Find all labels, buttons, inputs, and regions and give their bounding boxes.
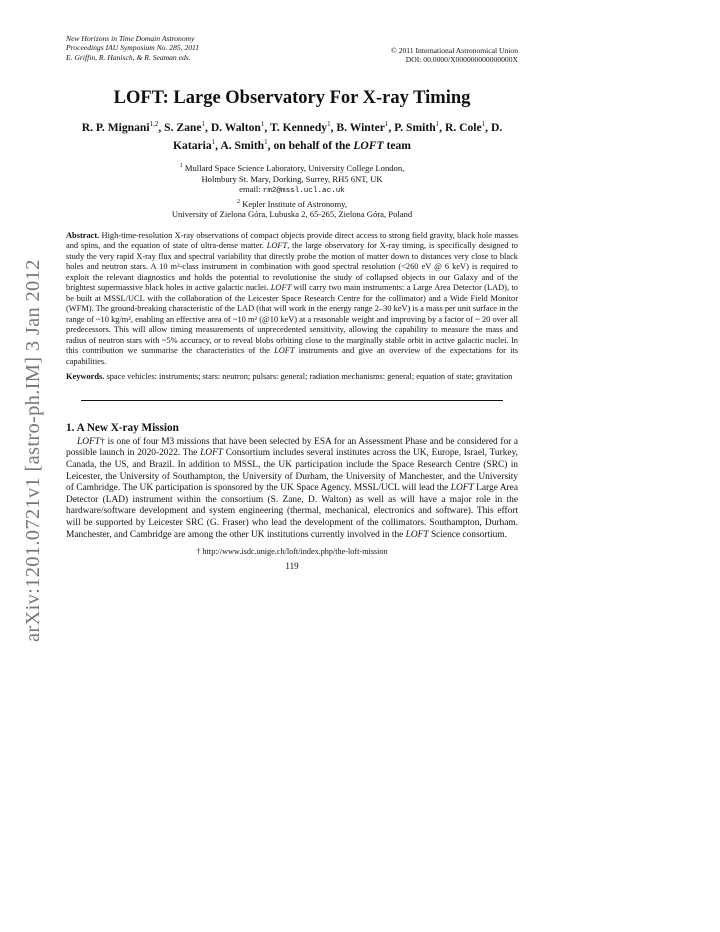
affiliation-1: $^1$ Mullard Space Science Laboratory, University College London, xyxy=(179,162,405,173)
header-line: E. Griffin, R. Hanisch, & R. Seaman eds. xyxy=(66,52,191,62)
affiliation-2-address: University of Zielona Góra, Lubuska 2, 65-265, Zielona Góra, Poland xyxy=(171,209,413,220)
section-body: LOFT† is one of four M3 missions that have been selected by ESA for an Assessment Phase and be considered for a possible launch in 2020-2022. The LOFT Consortium includes several institutes across the UK, Europe, Israel, Turkey, Canada, the US, and Brazil. In addition to MSSL, the UK participation include the Space Research Centre (SRC) in Leicester, the University of Southampton, the University of Durham, the University of Manchester, and the University of Cambridge. The UK participation is sponsored by the UK Space Agency. MSSL/UCL will lead the LOFT Large Area Detector (LAD) instrument within the consortium (S. Zane, D. Walton) as well as will have a major role in the hardware/software development and system engineering (thermal, mechanical, electronics and software). This effort will be supported by Leicester SRC (G. Fraser) who lead the development of the collimators. Southampton, Durham. Manchester, and Cambridge are among the other UK institutions currently involved in the LOFT Science consortium. xyxy=(66,436,518,540)
author: S. Zane$^1$ xyxy=(164,120,206,134)
author: R. P. Mignani$^{1,2}$ xyxy=(81,120,159,134)
affiliation-2: $^2$ Kepler Institute of Astronomy, xyxy=(236,198,348,209)
proceedings-info xyxy=(66,34,199,62)
email-link[interactable]: rm2@mssl.ucl.ac.uk xyxy=(262,187,345,196)
affiliation-1-address: Holmbury St. Mary, Dorking, Surrey, RH5 6NT, UK xyxy=(201,173,383,184)
section-divider xyxy=(81,400,503,401)
author: D. Kataria$^1$ xyxy=(173,120,503,152)
section-heading: 1. A New X-ray Mission xyxy=(66,421,179,434)
author-email: email: rm2@mssl.ucl.ac.uk xyxy=(239,184,345,196)
copyright-line: © 2011 International Astronomical Union xyxy=(391,46,518,55)
author: P. Smith$^1$ xyxy=(394,120,440,134)
abstract-label: Abstract. xyxy=(66,230,100,240)
keywords-label: Keywords. xyxy=(66,372,105,382)
arxiv-stamp: arXiv:1201.0721v1 [astro-ph.IM] 3 Jan 2012 xyxy=(22,259,44,642)
author: B. Winter$^1$ xyxy=(336,120,389,134)
copyright-info xyxy=(391,46,518,65)
header-line: New Horizons in Time Domain Astronomy xyxy=(66,34,195,43)
doi-line: DOI: 00.0000/X000000000000000X xyxy=(405,55,518,65)
page-number: 119 xyxy=(285,561,299,572)
paper-title: LOFT: Large Observatory For X-ray Timing xyxy=(113,88,471,108)
author-team: on behalf of the LOFT team xyxy=(273,138,411,152)
header-line: Proceedings IAU Symposium No. 285, 2011 xyxy=(66,43,200,53)
keywords: Keywords. space vehicles: instruments; stars: neutron; pulsars: general; radiation mechanisms: general; equation of state; gravitation xyxy=(66,372,513,382)
author: D. Walton$^1$ xyxy=(210,120,265,134)
author-list: R. P. Mignani$^{1,2}$, S. Zane$^1$, D. Walton$^1$, T. Kennedy$^1$, B. Winter$^1$, P. Smith$^1$, R. Cole$^1$, D. Kataria$^1$, A. Smith$^1$, on behalf of the LOFT team xyxy=(81,120,503,152)
affiliations xyxy=(66,161,518,220)
author: T. Kennedy$^1$ xyxy=(269,120,331,134)
footnote[interactable]: † http://www.isdc.unige.ch/loft/index.php/the-loft-mission xyxy=(196,547,388,557)
author: R. Cole$^1$ xyxy=(444,120,486,134)
abstract: Abstract. High-time-resolution X-ray observations of compact objects provide direct access to strong field gravity, black hole masses and spins, and the equation of state of ultra-dense matter. LOFT, the large observatory for X-ray timing, is specifically designed to study the very rapid X-ray flux and spectral variability that directly probe the motion of matter down to distances very close to black holes and neutron stars. A 10 m²-class instrument in combination with good spectral resolution (<260 eV @ 6 keV) is required to exploit the relevant diagnostics and holds the potential to revolutionise the study of collapsed objects in our Galaxy and of the brightest supermassive black holes in active galactic nuclei. LOFT will carry two main instruments: a Large Area Detector (LAD), to be built at MSSL/UCL with the collaboration of the Leicester Space Research Centre for the collimator) and a Wide Field Monitor (WFM). The ground-breaking characteristic of the LAD (that will work in the energy range 2–30 keV) is a mass per unit surface in the range of ~10 kg/m², enabling an effective area of ~10 m² (@10 keV) at a reasonable weight and improving by a factor of ~ 20 over all predecessors. This will allow timing measurements of unprecedented sensitivity, allowing the capability to measure the mass and radius of neutron stars with ~5% accuracy, or to reveal blobs orbiting close to the marginally stable orbit in active galactic nuclei. In this contribution we summarise the characteristics of the LOFT instruments and give an overview of the expectations for its capabilities. xyxy=(66,230,518,366)
author: A. Smith$^1$ xyxy=(220,138,268,152)
running-header xyxy=(66,34,518,64)
paper-page xyxy=(66,34,518,571)
